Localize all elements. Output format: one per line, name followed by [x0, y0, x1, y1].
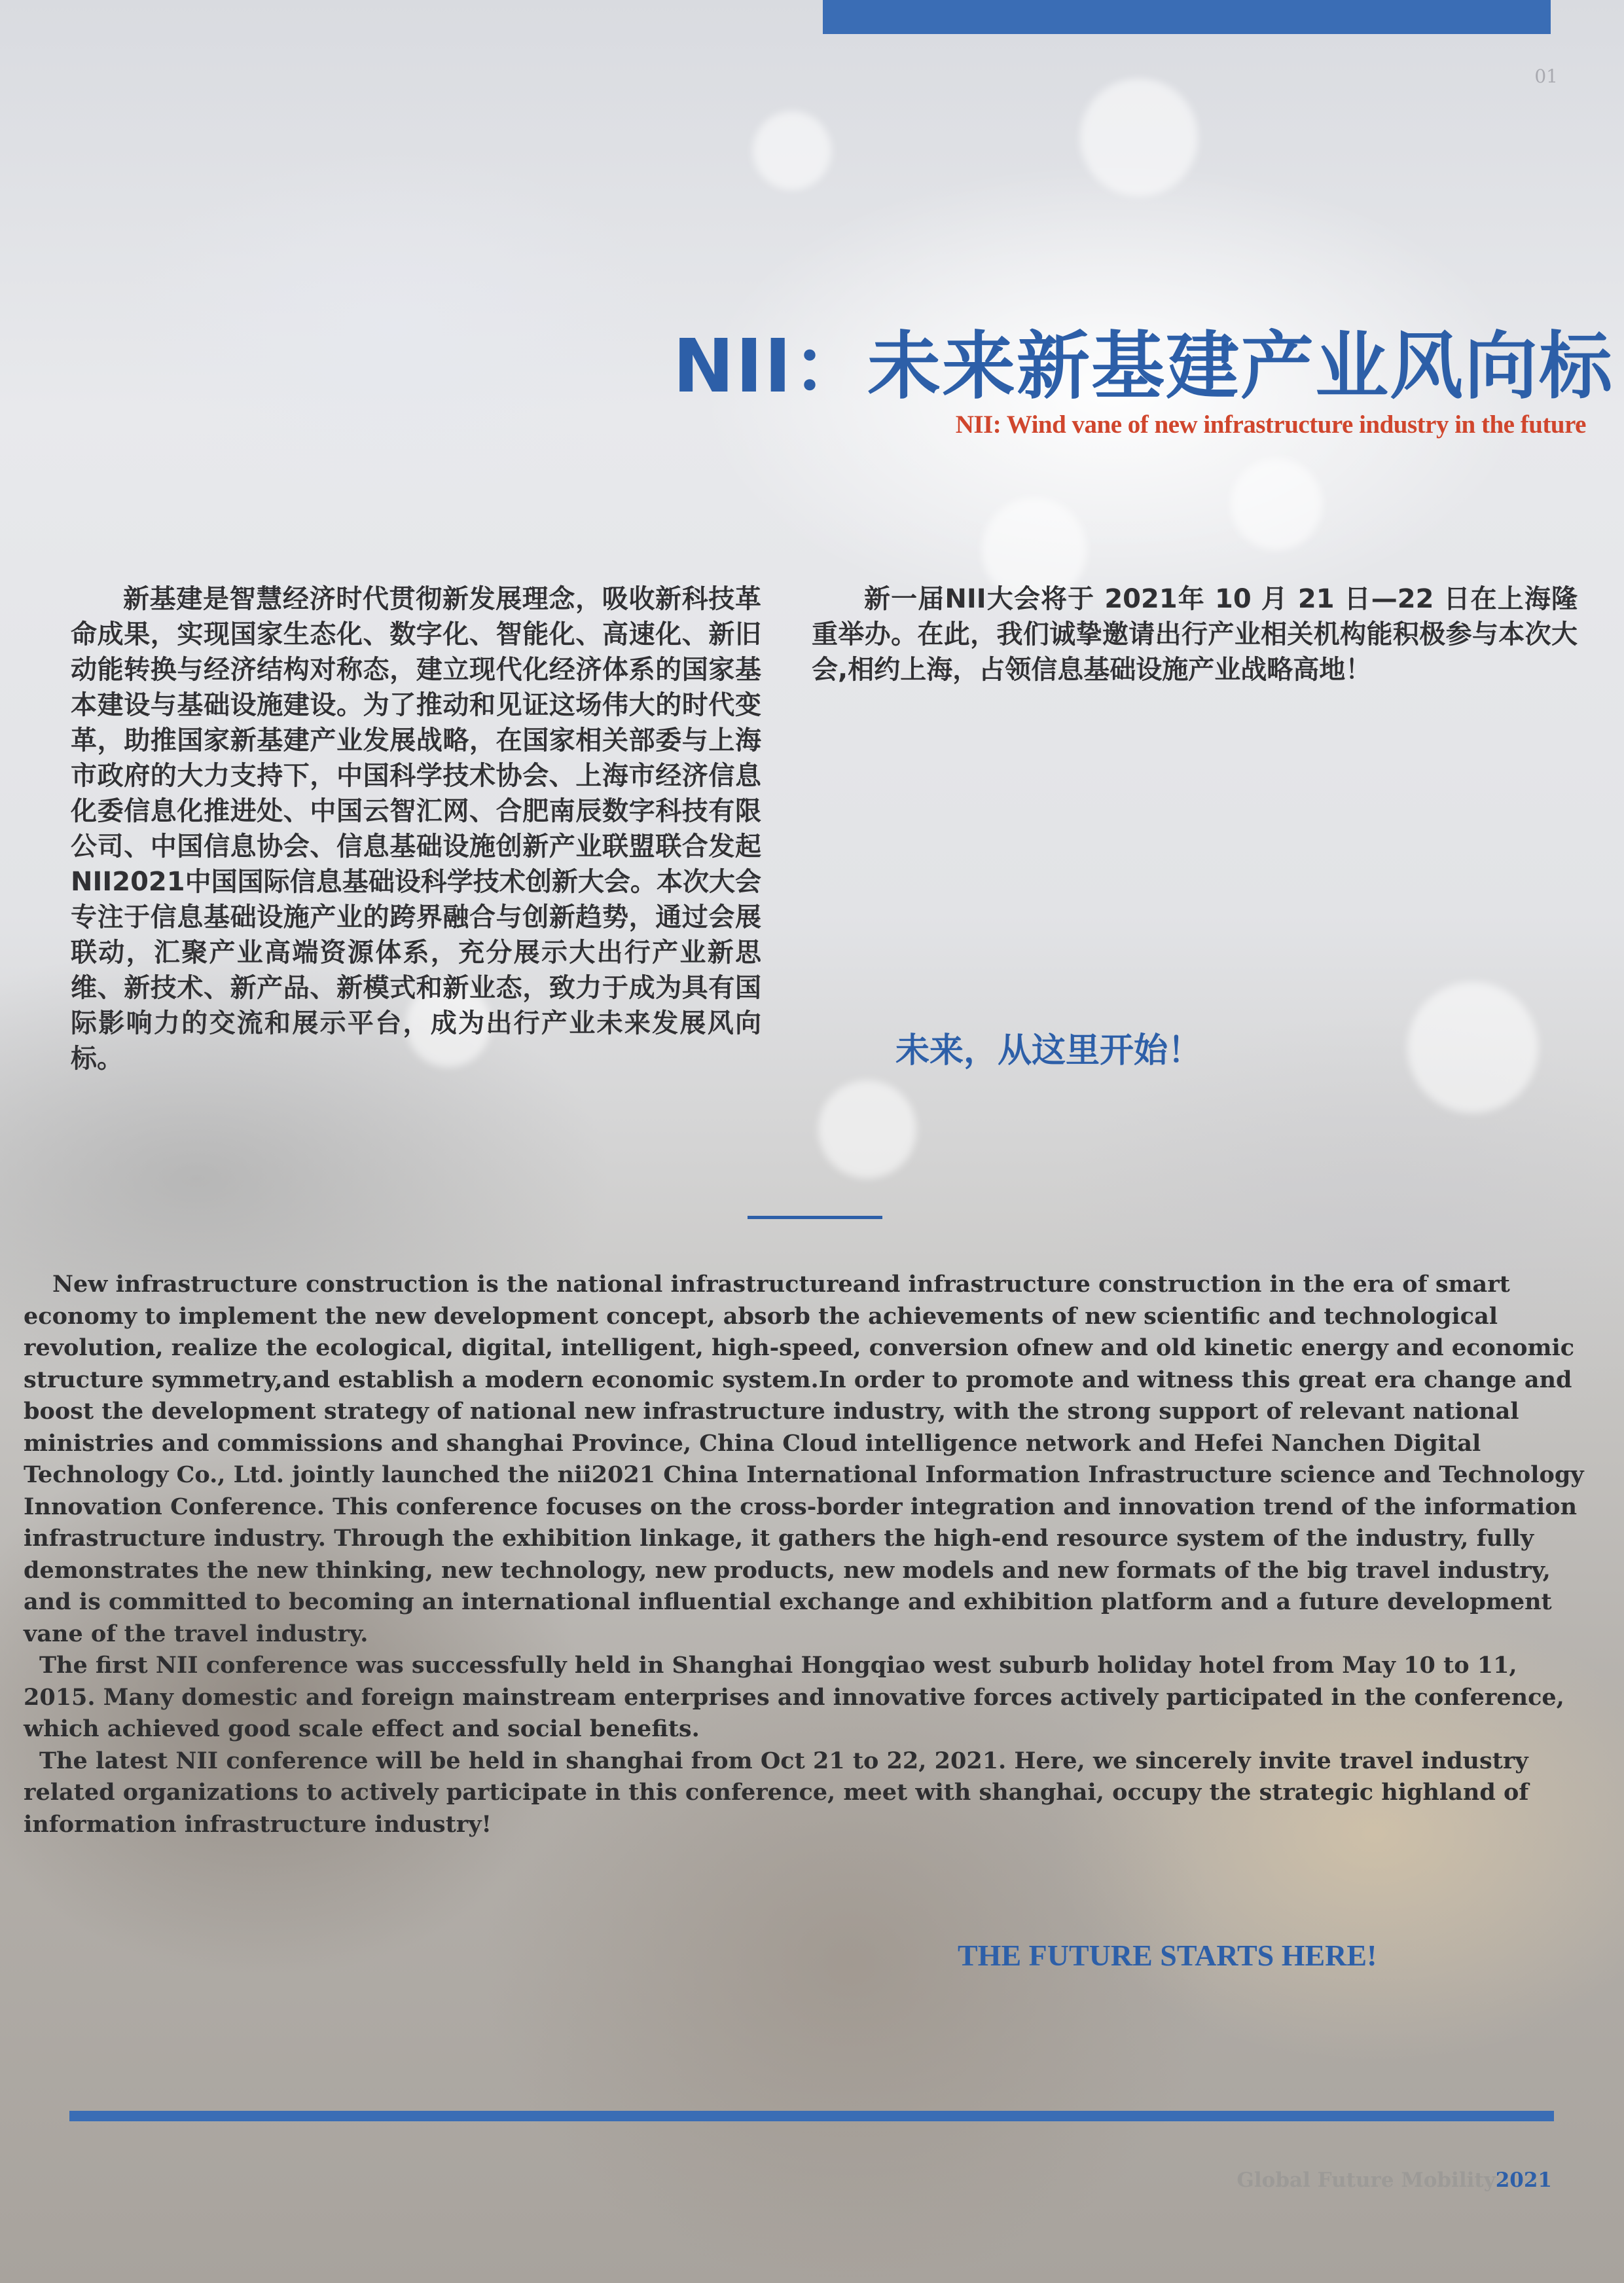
intro-zh-right: 新一届NII大会将于 2021年 10 月 21 日—22 日在上海隆重举办。在此，我们诚挚邀请出行产业相关机构能积极参与本次大会,相约上海，占领信息基础设施产业战略高地！: [812, 584, 1578, 685]
footer-text: Global Future Mobility: [1236, 2168, 1496, 2192]
body-en: [24, 1269, 1595, 1840]
body-en-paragraph: The latest NII conference will be held in shanghai from Oct 21 to 22, 2021. Here, we sincerely invite travel industry related organizations to actively participate in this conference, meet with shanghai, occupy the strategic highland of information infrastructure industry!: [24, 1747, 1529, 1838]
page-title: NII：未来新基建产业风向标: [672, 324, 1614, 409]
slogan-en: THE FUTURE STARTS HERE!: [958, 1939, 1377, 1972]
bottom-accent-bar: [69, 2111, 1554, 2121]
body-en-paragraph: The first NII conference was successfully held in Shanghai Hongqiao west suburb holiday hotel from May 10 to 11, 2015. Many domestic and foreign mainstream enterprises and innovative forces actively participated in the conference, which achieved good scale effect and social benefits.: [24, 1652, 1564, 1742]
bokeh-light: [1080, 79, 1198, 196]
slogan-zh: 未来，从这里开始！: [895, 1031, 1202, 1070]
footer-year: 2021: [1495, 2168, 1552, 2192]
page-number: 01: [1534, 65, 1558, 87]
bokeh-light: [1231, 458, 1322, 550]
bokeh-light: [818, 1080, 916, 1178]
page-subtitle: NII: Wind vane of new infrastructure industry in the future: [955, 411, 1586, 439]
bokeh-light: [753, 111, 831, 190]
section-divider: [748, 1216, 882, 1219]
body-en-paragraph: New infrastructure construction is the national infrastructureand infrastructure construction in the era of smart economy to implement the new development concept, absorb the achievements of new scientific and technological revolution, realize the ecological, digital, intelligent, high-speed, conversion ofnew and old kinetic energy and economic structure symmetry,and establish a modern economic system.In order to promote and witness this great era change and boost the development strategy of national new infrastructure industry, with the strong support of relevant national ministries and commissions and shanghai Province, China Cloud intelligence network and Hefei Nanchen Digital Technology Co., Ltd. jointly launched the nii2021 China International Information Infrastructure science and Technology Innovation Conference. This conference focuses on the cross-border integration and innovation trend of the information infrastructure industry. Through the exhibition linkage, it gathers the high-end resource system of the industry, fully demonstrates the new thinking, new technology, new products, new models and new formats of the big travel industry, and is committed to becoming an international influential exchange and exhibition platform and a future development vane of the travel industry.: [24, 1271, 1584, 1647]
footer: [1236, 2168, 1552, 2192]
bokeh-light: [1407, 982, 1538, 1113]
intro-zh-left: 新基建是智慧经济时代贯彻新发展理念，吸收新科技革命成果，实现国家生态化、数字化、智能化、高速化、新旧动能转换与经济结构对称态，建立现代化经济体系的国家基本建设与基础设施建设。为了推动和见证这场伟大的时代变革，助推国家新基建产业发展战略，在国家相关部委与上海市政府的大力支持下，中国科学技术协会、上海市经济信息化委信息化推进处、中国云智汇网、合肥南辰数字科技有限公司、中国信息协会、信息基础设施创新产业联盟联合发起NII2021中国国际信息基础设科学技术创新大会。本次大会专注于信息基础设施产业的跨界融合与创新趋势，通过会展联动，汇聚产业高端资源体系，充分展示大出行产业新思维、新技术、新产品、新模式和新业态，致力于成为具有国际影响力的交流和展示平台，成为出行产业未来发展风向标。: [71, 584, 761, 1074]
top-accent-bar: [823, 0, 1551, 34]
